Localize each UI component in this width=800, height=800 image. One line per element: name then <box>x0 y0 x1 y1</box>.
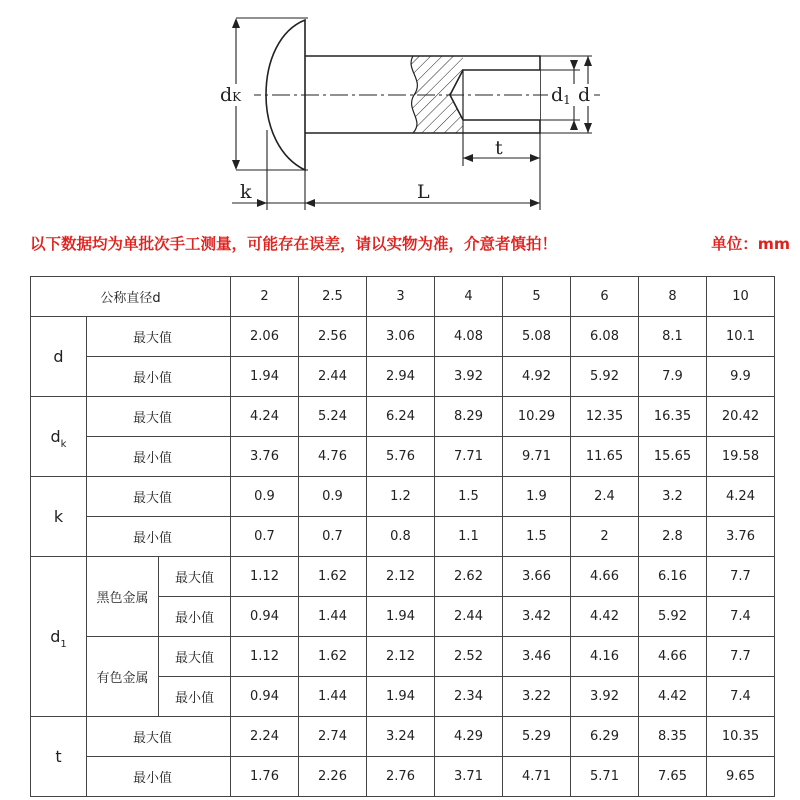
value-cell: 3.24 <box>367 717 435 757</box>
value-cell: 3.76 <box>707 517 775 557</box>
value-cell: 10.35 <box>707 717 775 757</box>
value-cell: 4.76 <box>299 437 367 477</box>
value-cell: 8.35 <box>639 717 707 757</box>
d1-label: d1 <box>551 84 571 107</box>
value-cell: 5.92 <box>571 357 639 397</box>
stat-cell: 最大值 <box>87 717 231 757</box>
table-row <box>31 397 775 437</box>
value-cell: 2.94 <box>367 357 435 397</box>
value-cell: 3.76 <box>231 437 299 477</box>
size-header: 10 <box>707 277 775 317</box>
value-cell: 1.94 <box>367 677 435 717</box>
stat-cell: 最大值 <box>87 477 231 517</box>
value-cell: 6.29 <box>571 717 639 757</box>
param-subscript: 1 <box>60 639 67 650</box>
value-cell: 1.62 <box>299 637 367 677</box>
k-label: k <box>240 181 252 203</box>
value-cell: 1.44 <box>299 597 367 637</box>
table-row <box>31 477 775 517</box>
value-cell: 0.8 <box>367 517 435 557</box>
value-cell: 2 <box>571 517 639 557</box>
stat-cell: 最小值 <box>87 357 231 397</box>
value-cell: 2.24 <box>231 717 299 757</box>
value-cell: 8.29 <box>435 397 503 437</box>
value-cell: 1.2 <box>367 477 435 517</box>
value-cell: 3.06 <box>367 317 435 357</box>
value-cell: 2.56 <box>299 317 367 357</box>
value-cell: 6.16 <box>639 557 707 597</box>
value-cell: 4.66 <box>571 557 639 597</box>
material-cell: 黑色金属 <box>87 557 159 637</box>
value-cell: 0.7 <box>231 517 299 557</box>
value-cell: 9.9 <box>707 357 775 397</box>
stat-cell: 最小值 <box>159 597 231 637</box>
size-header: 8 <box>639 277 707 317</box>
value-cell: 9.65 <box>707 757 775 797</box>
table-row <box>31 757 775 797</box>
value-cell: 9.71 <box>503 437 571 477</box>
stat-cell: 最小值 <box>87 517 231 557</box>
stat-cell: 最大值 <box>87 397 231 437</box>
notice-text: 以下数据均为单批次手工测量，可能存在误差，请以实物为准，介意者慎拍！ <box>30 235 558 253</box>
value-cell: 2.44 <box>299 357 367 397</box>
material-cell: 有色金属 <box>87 637 159 717</box>
value-cell: 1.5 <box>435 477 503 517</box>
size-header: 3 <box>367 277 435 317</box>
value-cell: 1.12 <box>231 637 299 677</box>
value-cell: 2.12 <box>367 637 435 677</box>
size-header: 5 <box>503 277 571 317</box>
value-cell: 5.24 <box>299 397 367 437</box>
value-cell: 7.7 <box>707 637 775 677</box>
value-cell: 4.71 <box>503 757 571 797</box>
stat-cell: 最大值 <box>87 317 231 357</box>
table-row <box>31 637 775 677</box>
value-cell: 20.42 <box>707 397 775 437</box>
value-cell: 2.8 <box>639 517 707 557</box>
param-cell <box>31 317 87 397</box>
value-cell: 7.9 <box>639 357 707 397</box>
value-cell: 7.65 <box>639 757 707 797</box>
param-cell <box>31 717 87 797</box>
value-cell: 3.92 <box>435 357 503 397</box>
value-cell: 0.94 <box>231 597 299 637</box>
table-row <box>31 517 775 557</box>
d-label: d <box>578 84 591 106</box>
dk-label: dK <box>220 84 242 106</box>
value-cell: 2.76 <box>367 757 435 797</box>
stat-cell: 最大值 <box>159 557 231 597</box>
value-cell: 2.52 <box>435 637 503 677</box>
value-cell: 4.08 <box>435 317 503 357</box>
stat-cell: 最大值 <box>159 637 231 677</box>
value-cell: 7.4 <box>707 677 775 717</box>
table-row <box>31 357 775 397</box>
value-cell: 7.7 <box>707 557 775 597</box>
value-cell: 0.7 <box>299 517 367 557</box>
param-symbol: d <box>53 347 64 366</box>
value-cell: 6.08 <box>571 317 639 357</box>
value-cell: 2.06 <box>231 317 299 357</box>
value-cell: 1.12 <box>231 557 299 597</box>
value-cell: 4.92 <box>503 357 571 397</box>
value-cell: 2.4 <box>571 477 639 517</box>
value-cell: 4.42 <box>639 677 707 717</box>
table-row <box>31 557 775 597</box>
value-cell: 3.66 <box>503 557 571 597</box>
param-symbol: t <box>55 747 62 766</box>
value-cell: 0.9 <box>231 477 299 517</box>
rivet-technical-drawing <box>0 0 800 222</box>
value-cell: 5.92 <box>639 597 707 637</box>
value-cell: 5.71 <box>571 757 639 797</box>
table-row <box>31 317 775 357</box>
value-cell: 15.65 <box>639 437 707 477</box>
value-cell: 4.29 <box>435 717 503 757</box>
value-cell: 5.76 <box>367 437 435 477</box>
value-cell: 10.1 <box>707 317 775 357</box>
value-cell: 4.66 <box>639 637 707 677</box>
value-cell: 6.24 <box>367 397 435 437</box>
value-cell: 3.42 <box>503 597 571 637</box>
header-row <box>31 277 775 317</box>
value-cell: 1.44 <box>299 677 367 717</box>
value-cell: 11.65 <box>571 437 639 477</box>
param-symbol: d <box>50 427 61 446</box>
table-row <box>31 437 775 477</box>
value-cell: 2.12 <box>367 557 435 597</box>
value-cell: 7.71 <box>435 437 503 477</box>
value-cell: 16.35 <box>639 397 707 437</box>
param-subscript: k <box>60 439 67 450</box>
value-cell: 1.1 <box>435 517 503 557</box>
value-cell: 0.94 <box>231 677 299 717</box>
value-cell: 5.29 <box>503 717 571 757</box>
value-cell: 3.22 <box>503 677 571 717</box>
header-label: 公称直径d <box>31 277 231 317</box>
value-cell: 4.42 <box>571 597 639 637</box>
stat-cell: 最小值 <box>87 757 231 797</box>
unit-text: 单位：mm <box>711 235 790 253</box>
value-cell: 5.08 <box>503 317 571 357</box>
value-cell: 19.58 <box>707 437 775 477</box>
value-cell: 2.74 <box>299 717 367 757</box>
t-label: t <box>495 137 503 159</box>
value-cell: 1.94 <box>367 597 435 637</box>
value-cell: 2.26 <box>299 757 367 797</box>
value-cell: 12.35 <box>571 397 639 437</box>
param-symbol: k <box>53 507 64 526</box>
value-cell: 2.62 <box>435 557 503 597</box>
value-cell: 3.46 <box>503 637 571 677</box>
size-header: 2 <box>231 277 299 317</box>
L-label: L <box>417 181 430 203</box>
value-cell: 4.16 <box>571 637 639 677</box>
value-cell: 3.92 <box>571 677 639 717</box>
value-cell: 4.24 <box>231 397 299 437</box>
param-symbol: d <box>50 627 61 646</box>
value-cell: 1.62 <box>299 557 367 597</box>
size-header: 4 <box>435 277 503 317</box>
value-cell: 1.5 <box>503 517 571 557</box>
param-cell <box>31 397 87 477</box>
value-cell: 2.34 <box>435 677 503 717</box>
value-cell: 8.1 <box>639 317 707 357</box>
value-cell: 1.94 <box>231 357 299 397</box>
value-cell: 3.2 <box>639 477 707 517</box>
measurement-notice <box>30 228 790 260</box>
size-header: 6 <box>571 277 639 317</box>
table-row <box>31 717 775 757</box>
stat-cell: 最小值 <box>159 677 231 717</box>
value-cell: 0.9 <box>299 477 367 517</box>
value-cell: 4.24 <box>707 477 775 517</box>
value-cell: 1.76 <box>231 757 299 797</box>
value-cell: 7.4 <box>707 597 775 637</box>
param-cell <box>31 557 87 717</box>
stat-cell: 最小值 <box>87 437 231 477</box>
size-header: 2.5 <box>299 277 367 317</box>
value-cell: 1.9 <box>503 477 571 517</box>
param-cell <box>31 477 87 557</box>
spec-table <box>30 276 775 797</box>
value-cell: 2.44 <box>435 597 503 637</box>
value-cell: 3.71 <box>435 757 503 797</box>
value-cell: 10.29 <box>503 397 571 437</box>
